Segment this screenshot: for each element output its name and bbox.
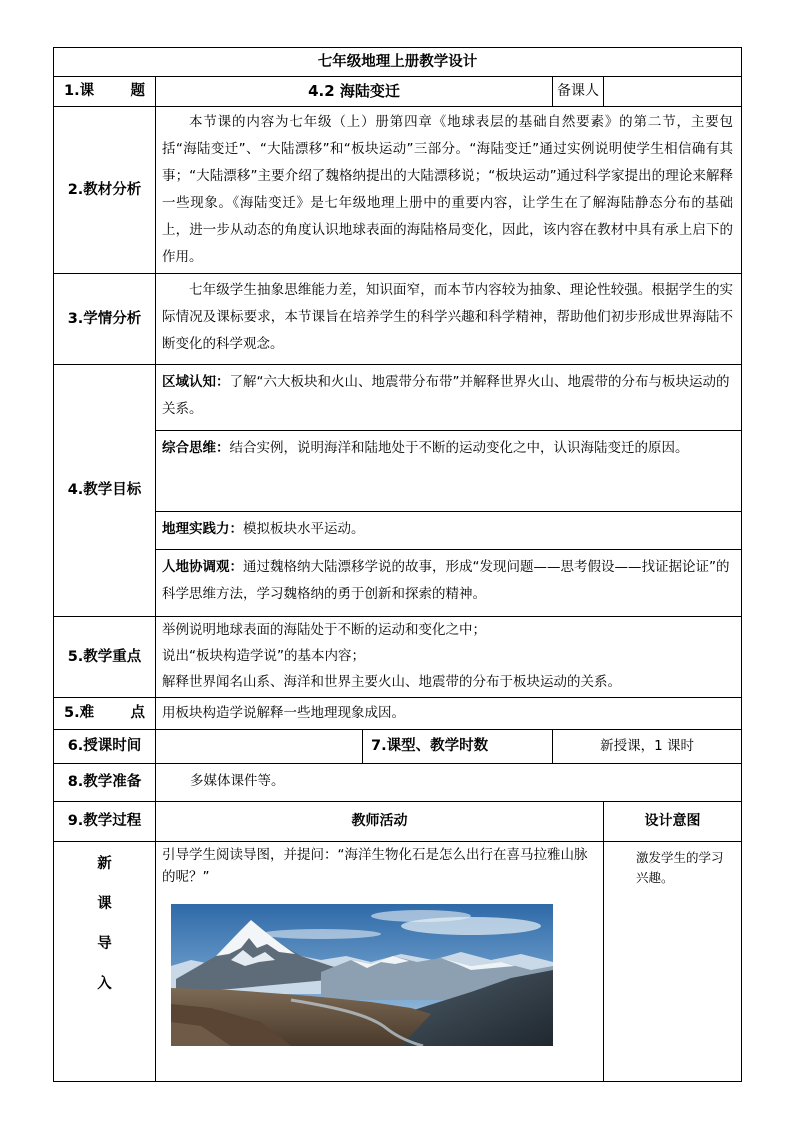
design-intent-text: 激发学生的学习兴趣。 xyxy=(604,842,742,1082)
goal-head: 综合思维： xyxy=(162,440,230,456)
material-analysis-text: 本节课的内容为七年级（上）册第四章《地球表层的基础自然要素》的第二节，主要包括“海陆变迁”、“大陆漂移”和“板块运动”三部分。“海陆变迁”通过实例说明使学生相信确有其事；“大陆漂移”主要介绍了魏格纳提出的大陆漂移说；“板块运动”通过科学家提出的理论来解释一些现象。《海陆变迁》是七年级地理上册中的重要内容，让学生在了解海陆静态分布的基础上，进一步从动态的角度认识地球表面的海陆格局变化，因此，该内容在教材中具有承上启下的作用。 xyxy=(156,107,742,274)
lesson-title-label xyxy=(54,77,156,107)
goal-item xyxy=(156,365,741,431)
key-points-cell xyxy=(156,617,742,698)
teaching-goals-cell xyxy=(156,365,742,617)
difficulty-label xyxy=(54,698,156,730)
lesson-title-value: 4.2 海陆变迁 xyxy=(156,77,553,107)
difficulty-label-part1: 5.难 xyxy=(64,705,95,721)
lesson-plan-table xyxy=(53,47,742,1082)
goal-item xyxy=(156,512,741,550)
lesson-type-value: 新授课，1 课时 xyxy=(553,730,742,764)
teacher-activity-cell xyxy=(156,842,604,1082)
design-intent-header: 设计意图 xyxy=(604,802,742,842)
mountain-photo-icon xyxy=(171,904,553,1046)
preparer-value xyxy=(604,77,742,107)
goal-head: 地理实践力： xyxy=(162,521,243,537)
goal-text: 了解“六大板块和火山、地震带分布带”并解释世界火山、地震带的分布与板块运动的关系。 xyxy=(162,374,730,417)
document-title: 七年级地理上册教学设计 xyxy=(54,48,742,77)
teacher-activity-text: 引导学生阅读导图，并提问：“海洋生物化石是怎么出行在喜马拉雅山脉的呢？” xyxy=(162,847,588,885)
lesson-title-label-part2: 题 xyxy=(130,83,145,99)
stage-new-lesson-intro xyxy=(54,842,156,1082)
lesson-title-label-part1: 1.课 xyxy=(64,83,95,99)
goal-head: 人地协调观： xyxy=(162,559,243,575)
teaching-goals-label: 4.教学目标 xyxy=(54,365,156,617)
difficulty-text: 用板块构造学说解释一些地理现象成因。 xyxy=(156,698,742,730)
key-point-line: 说出“板块构造学说”的基本内容； xyxy=(162,648,365,664)
class-time-value xyxy=(156,730,363,764)
key-point-line: 举例说明地球表面的海陆处于不断的运动和变化之中； xyxy=(162,622,486,638)
goal-item xyxy=(156,550,741,616)
preparation-text: 多媒体课件等。 xyxy=(156,764,742,802)
class-time-label: 6.授课时间 xyxy=(54,730,156,764)
lesson-type-label: 7.课型、教学时数 xyxy=(363,730,553,764)
lesson-plan-sheet xyxy=(53,47,741,1082)
learner-analysis-text: 七年级学生抽象思维能力差，知识面窄，而本节内容较为抽象、理论性较强。根据学生的实际情况及课标要求，本节课旨在培养学生的科学兴趣和科学精神，帮助他们初步形成世界海陆不断变化的科学观念。 xyxy=(156,274,742,365)
goal-text: 结合实例，说明海洋和陆地处于不断的运动变化之中，认识海陆变迁的原因。 xyxy=(229,440,689,456)
goal-text: 通过魏格纳大陆漂移学说的故事，形成“发现问题——思考假设——找证据论证”的科学思维方法，学习魏格纳的勇于创新和探索的精神。 xyxy=(162,559,730,602)
stage-char: 导 xyxy=(97,936,112,952)
difficulty-label-part2: 点 xyxy=(130,705,145,721)
preparer-label: 备课人 xyxy=(553,77,604,107)
goal-text: 模拟板块水平运动。 xyxy=(243,521,365,537)
stage-char: 入 xyxy=(97,976,112,992)
key-points-label: 5.教学重点 xyxy=(54,617,156,698)
learner-analysis-label: 3.学情分析 xyxy=(54,274,156,365)
teacher-activity-header: 教师活动 xyxy=(156,802,604,842)
material-analysis-label: 2.教材分析 xyxy=(54,107,156,274)
goal-head: 区域认知： xyxy=(162,374,230,390)
stage-char: 新 xyxy=(97,856,112,872)
teaching-process-label: 9.教学过程 xyxy=(54,802,156,842)
preparation-label: 8.教学准备 xyxy=(54,764,156,802)
key-point-line: 解释世界闻名山系、海洋和世界主要火山、地震带的分布于板块运动的关系。 xyxy=(162,674,621,690)
goal-item xyxy=(156,431,741,512)
stage-char: 课 xyxy=(97,896,112,912)
himalaya-photo xyxy=(171,904,553,1046)
